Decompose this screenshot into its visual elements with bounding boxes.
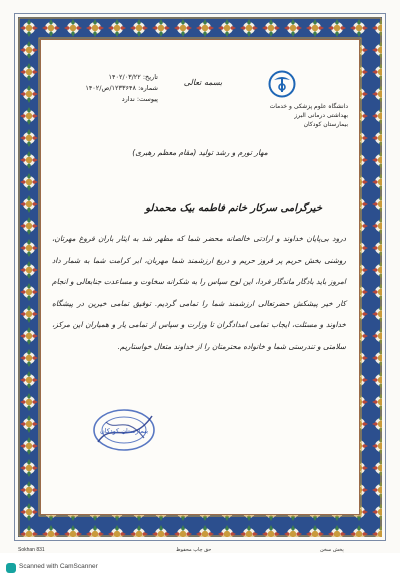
stamp-text: بیمارستان کودکان bbox=[99, 427, 149, 435]
organization-name: دانشگاه علوم پزشکی و خدمات بهداشتی درمانی البرز بیمارستان کودکان bbox=[269, 103, 348, 128]
footer-distributor: پخش سخن bbox=[320, 547, 344, 553]
camscanner-logo-icon bbox=[6, 563, 16, 573]
bismillah-heading: بسمه تعالی bbox=[183, 78, 223, 87]
attachment-line: پیوست: ندارد bbox=[121, 95, 158, 103]
footer-publisher-code: Sokhan 831 bbox=[18, 547, 45, 553]
letter-metadata bbox=[78, 72, 158, 105]
footer-copyright: حق چاپ محفوظ bbox=[176, 547, 212, 553]
letter-body: درود بی‌پایان خداوند و ارادتی خالصانه محضر شما که مطهر شد به ایثار باران فروغ مهرتان، روشنی بخش حریم پر فروز حریم و دریغ ارزشمند شما مهربان، ابر کرامت شما به شمار داد امروز باید بادگار ماندگار فردا، این لوح سپاس را به شکرانه سخاوت و مساعدت جنابعالی و انجام کار خیر پیشکش حضرتعالی ارزشمند شما را تمامی گردیم. توفیق تمامی خیرین در پیشگاه خداوند و مسئلت، ایجاب تمامی امدادگران تا وزارت و سپاس از تمامی یار و همیاران این مرکز، سلامتی و تندرستی شما و خانواده محترمتان را از خداوند متعال خواستاریم. bbox=[52, 234, 346, 351]
year-motto: مهار تورم و رشد تولید (مقام معظم رهبری) bbox=[132, 148, 268, 157]
date-line: تاریخ: ۱۴۰۲/۰۳/۲۲ bbox=[108, 73, 158, 81]
recipient-greeting: خیرگرامی سرکار خانم فاطمه بیک محمدلو bbox=[145, 203, 322, 214]
official-seal-icon bbox=[86, 402, 162, 458]
number-line: شماره: ۱۲۳۳۶۴۸/ص/۱۴۰۲ bbox=[85, 84, 158, 92]
scanner-watermark: Scanned with CamScanner bbox=[19, 563, 98, 570]
university-emblem-icon bbox=[268, 70, 296, 98]
